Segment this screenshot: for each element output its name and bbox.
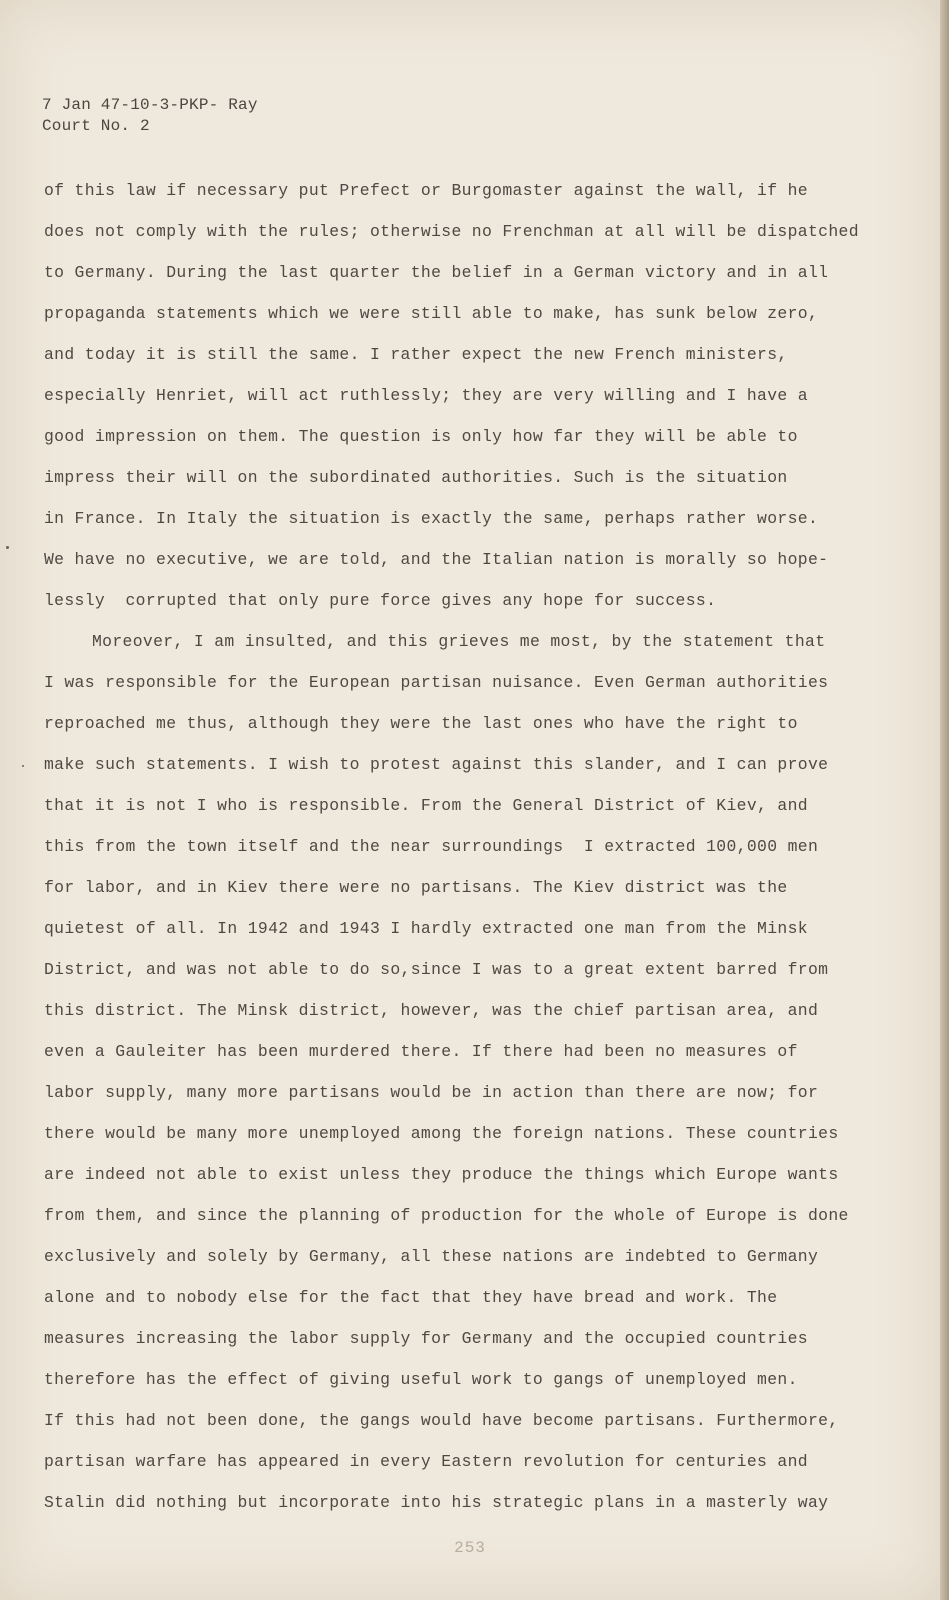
document-header <box>42 95 258 137</box>
text-line: are indeed not able to exist unless they produce the things which Europe wants <box>44 1165 839 1184</box>
text-line: does not comply with the rules; otherwise no Frenchman at all will be dispatched <box>44 222 859 241</box>
text-line: this from the town itself and the near surroundings I extracted 100,000 men <box>44 837 819 856</box>
text-line: good impression on them. The question is only how far they will be able to <box>44 427 798 446</box>
text-line: this district. The Minsk district, however, was the chief partisan area, and <box>44 1001 819 1020</box>
text-line: We have no executive, we are told, and the Italian nation is morally so hope- <box>44 550 829 569</box>
paper-speck <box>6 546 9 549</box>
text-line: quietest of all. In 1942 and 1943 I hardly extracted one man from the Minsk <box>44 919 808 938</box>
text-line: there would be many more unemployed among the foreign nations. These countries <box>44 1124 839 1143</box>
text-line: to Germany. During the last quarter the belief in a German victory and in all <box>44 263 829 282</box>
header-date-reference: 7 Jan 47-10-3-PKP- Ray <box>42 96 258 114</box>
header-court-number: Court No. 2 <box>42 117 150 135</box>
text-line: Stalin did nothing but incorporate into his strategic plans in a masterly way <box>44 1493 829 1512</box>
text-line: for labor, and in Kiev there were no partisans. The Kiev district was the <box>44 878 788 897</box>
text-line: of this law if necessary put Prefect or Burgomaster against the wall, if he <box>44 181 808 200</box>
text-line: lessly corrupted that only pure force gives any hope for success. <box>44 591 717 610</box>
text-line: and today it is still the same. I rather expect the new French ministers, <box>44 345 788 364</box>
text-line: partisan warfare has appeared in every Eastern revolution for centuries and <box>44 1452 808 1471</box>
text-line: I was responsible for the European partisan nuisance. Even German authorities <box>44 673 829 692</box>
text-line: labor supply, many more partisans would be in action than there are now; for <box>44 1083 819 1102</box>
document-body <box>44 170 924 1523</box>
text-line: from them, and since the planning of production for the whole of Europe is done <box>44 1206 849 1225</box>
text-line: especially Henriet, will act ruthlessly; they are very willing and I have a <box>44 386 808 405</box>
text-line: alone and to nobody else for the fact that they have bread and work. The <box>44 1288 778 1307</box>
text-line: that it is not I who is responsible. From the General District of Kiev, and <box>44 796 808 815</box>
text-line: measures increasing the labor supply for Germany and the occupied countries <box>44 1329 808 1348</box>
text-line: in France. In Italy the situation is exactly the same, perhaps rather worse. <box>44 509 819 528</box>
paragraph-start-line: Moreover, I am insulted, and this grieves me most, by the statement that <box>92 632 826 651</box>
text-line: make such statements. I wish to protest against this slander, and I can prove <box>44 755 829 774</box>
text-line: If this had not been done, the gangs would have become partisans. Furthermore, <box>44 1411 839 1430</box>
text-line: reproached me thus, although they were the last ones who have the right to <box>44 714 798 733</box>
text-line: therefore has the effect of giving useful work to gangs of unemployed men. <box>44 1370 798 1389</box>
page-number: 253 <box>454 1539 486 1557</box>
page-edge-shadow <box>940 0 949 1600</box>
text-line: impress their will on the subordinated authorities. Such is the situation <box>44 468 788 487</box>
text-line: propaganda statements which we were still able to make, has sunk below zero, <box>44 304 819 323</box>
text-line: District, and was not able to do so,since I was to a great extent barred from <box>44 960 829 979</box>
paper-speck <box>22 765 24 767</box>
text-line: exclusively and solely by Germany, all these nations are indebted to Germany <box>44 1247 819 1266</box>
text-line: even a Gauleiter has been murdered there. If there had been no measures of <box>44 1042 798 1061</box>
